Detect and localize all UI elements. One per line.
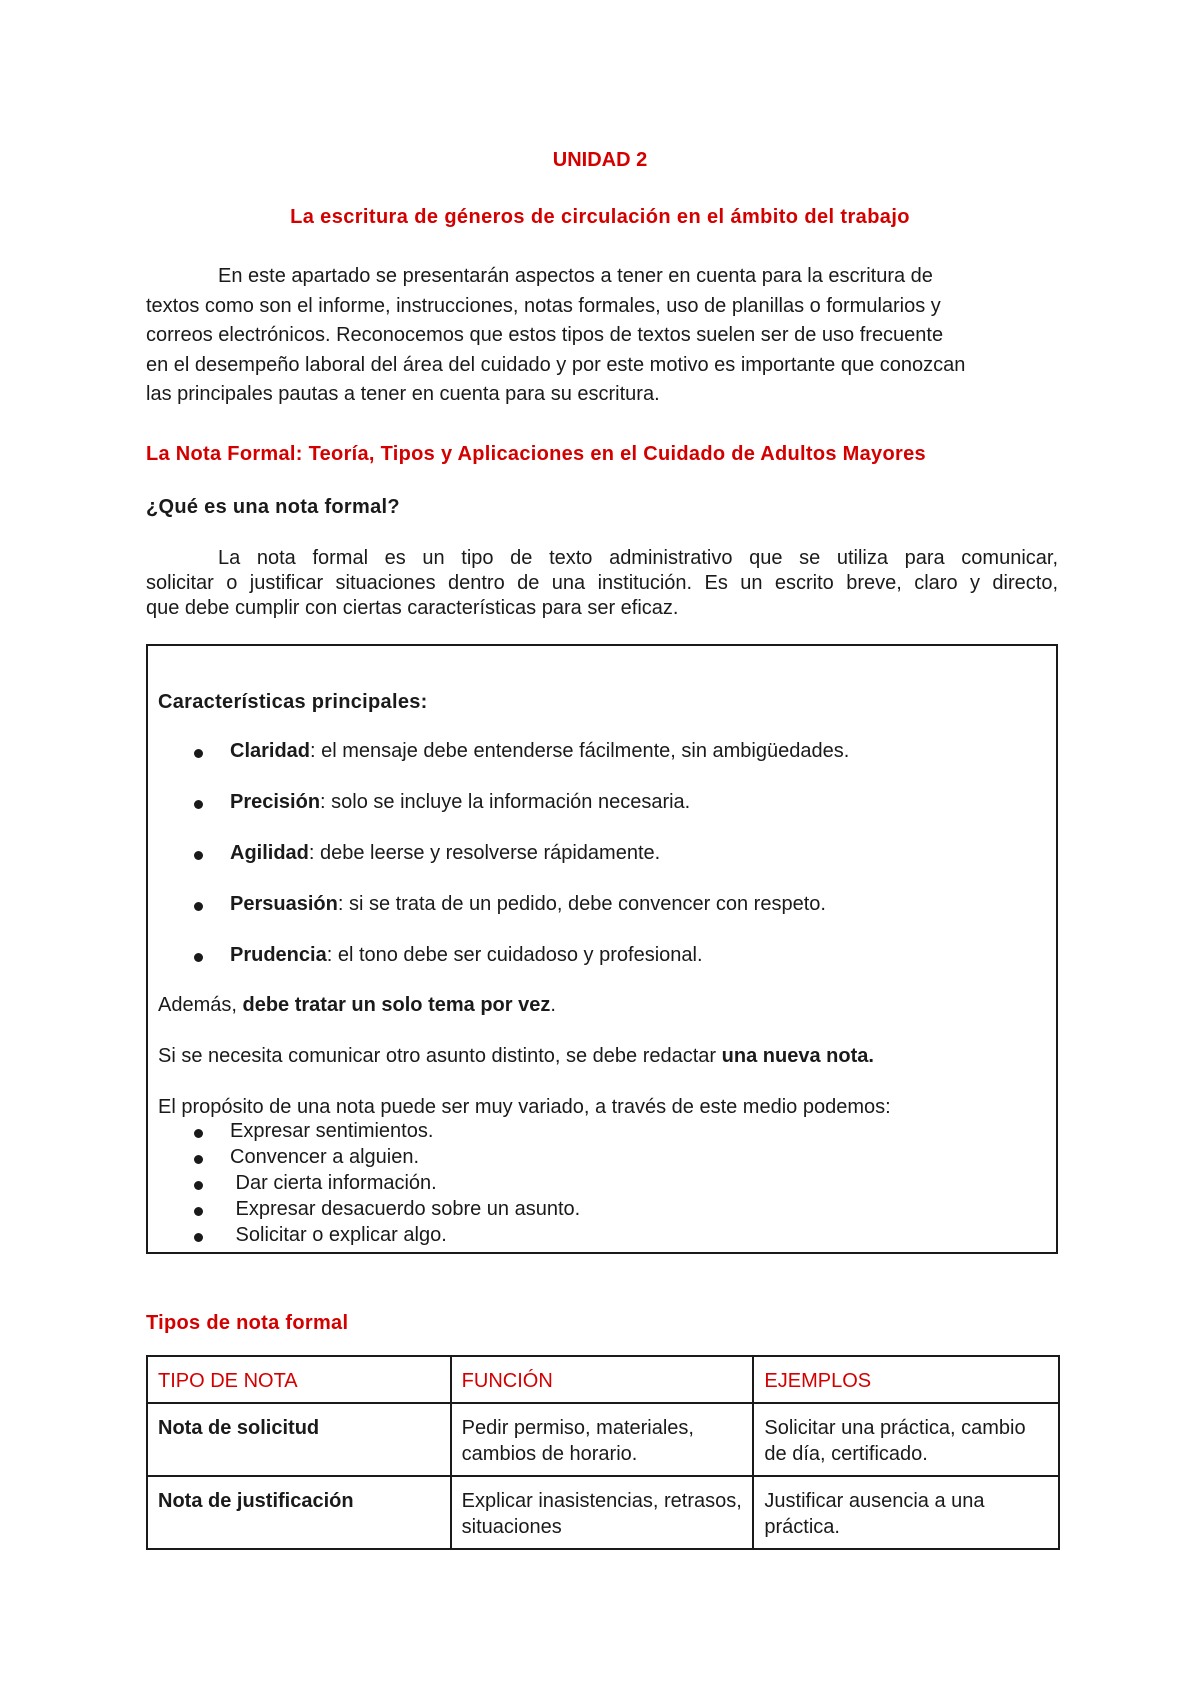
bullet-icon [194,1155,203,1164]
characteristic-text: : el mensaje debe entenderse fácilmente, sin ambigüedades. [310,740,850,762]
purpose-intro: El propósito de una nota puede ser muy variado, a través de este medio podemos: [158,1096,891,1118]
bullet-icon [194,1233,203,1242]
purpose-item: Convencer a alguien. [230,1146,420,1168]
section-title: La Nota Formal: Teoría, Tipos y Aplicaciones en el Cuidado de Adultos Mayores [146,443,926,465]
bullet-icon [194,1207,203,1216]
characteristic-text: : el tono debe ser cuidadoso y profesional. [326,944,703,966]
definition-line: solicitar o justificar situaciones dentro de una institución. Es un escrito breve, claro y directo, [146,572,1058,594]
definition-line: La nota formal es un tipo de texto administrativo que se utiliza para comunicar, [218,547,1058,569]
intro-paragraph [146,262,1058,410]
unit-title: UNIDAD 2 [552,149,648,171]
note-types-table [146,1355,1060,1550]
table-row [147,1476,1059,1549]
rule-prefix: Si se necesita comunicar otro asunto distinto, se debe redactar [158,1045,722,1067]
bullet-icon [194,953,203,962]
types-title: Tipos de nota formal [146,1312,349,1334]
bullet-icon [194,749,203,758]
note-suffix: . [550,994,556,1016]
table-cell: Justificar ausencia a una práctica. [753,1476,1059,1549]
table-header: FUNCIÓN [451,1356,754,1403]
intro-line: correos electrónicos. Reconocemos que estos tipos de textos suelen ser de uso frecuente [146,324,944,346]
intro-line: las principales pautas a tener en cuenta para su escritura. [146,383,660,405]
definition-paragraph [146,546,1058,621]
characteristic-text: : si se trata de un pedido, debe convencer con respeto. [337,893,826,915]
characteristics-box [146,644,1058,1254]
note-prefix: Además, [158,994,243,1016]
characteristic-item [230,944,703,967]
table-cell: Solicitar una práctica, cambio de día, certificado. [753,1403,1059,1476]
characteristic-item [230,791,690,814]
characteristic-term: Precisión [230,791,321,813]
new-note-rule [158,1045,874,1068]
characteristic-term: Persuasión [230,893,338,915]
bullet-icon [194,851,203,860]
purpose-item: Dar cierta información. [230,1172,437,1194]
table-cell: Pedir permiso, materiales, cambios de horario. [451,1403,754,1476]
intro-line: En este apartado se presentarán aspectos a tener en cuenta para la escritura de [218,265,933,287]
table-cell: Nota de solicitud [147,1403,451,1476]
note-emphasis: debe tratar un solo tema por vez [242,994,551,1016]
table-header-row [147,1356,1059,1403]
characteristics-heading: Características principales: [158,691,428,713]
characteristic-item [230,842,660,865]
table-header: TIPO DE NOTA [147,1356,451,1403]
table-row [147,1403,1059,1476]
table-header: EJEMPLOS [753,1356,1059,1403]
definition-line: que debe cumplir con ciertas características para ser eficaz. [146,597,679,619]
document-subtitle: La escritura de géneros de circulación en el ámbito del trabajo [290,206,910,228]
purpose-item: Solicitar o explicar algo. [230,1224,447,1246]
question-heading: ¿Qué es una nota formal? [146,496,400,518]
characteristic-item [230,740,849,763]
bullet-icon [194,902,203,911]
bullet-icon [194,1181,203,1190]
characteristic-term: Prudencia [230,944,327,966]
characteristic-text: : debe leerse y resolverse rápidamente. [308,842,661,864]
characteristic-text: : solo se incluye la información necesaria. [320,791,691,813]
intro-line: textos como son el informe, instrucciones, notas formales, uso de planillas o formularios y [146,294,941,317]
purpose-item: Expresar desacuerdo sobre un asunto. [230,1198,581,1220]
rule-emphasis: una nueva nota. [721,1045,874,1067]
characteristic-term: Claridad [230,740,311,762]
purpose-item: Expresar sentimientos. [230,1120,434,1142]
table-cell: Explicar inasistencias, retrasos, situaciones [451,1476,754,1549]
table-cell: Nota de justificación [147,1476,451,1549]
intro-line: en el desempeño laboral del área del cuidado y por este motivo es importante que conozcan [146,353,966,376]
bullet-icon [194,800,203,809]
bullet-icon [194,1129,203,1138]
characteristic-item [230,893,826,916]
single-topic-note [158,994,556,1017]
characteristic-term: Agilidad [230,842,309,864]
